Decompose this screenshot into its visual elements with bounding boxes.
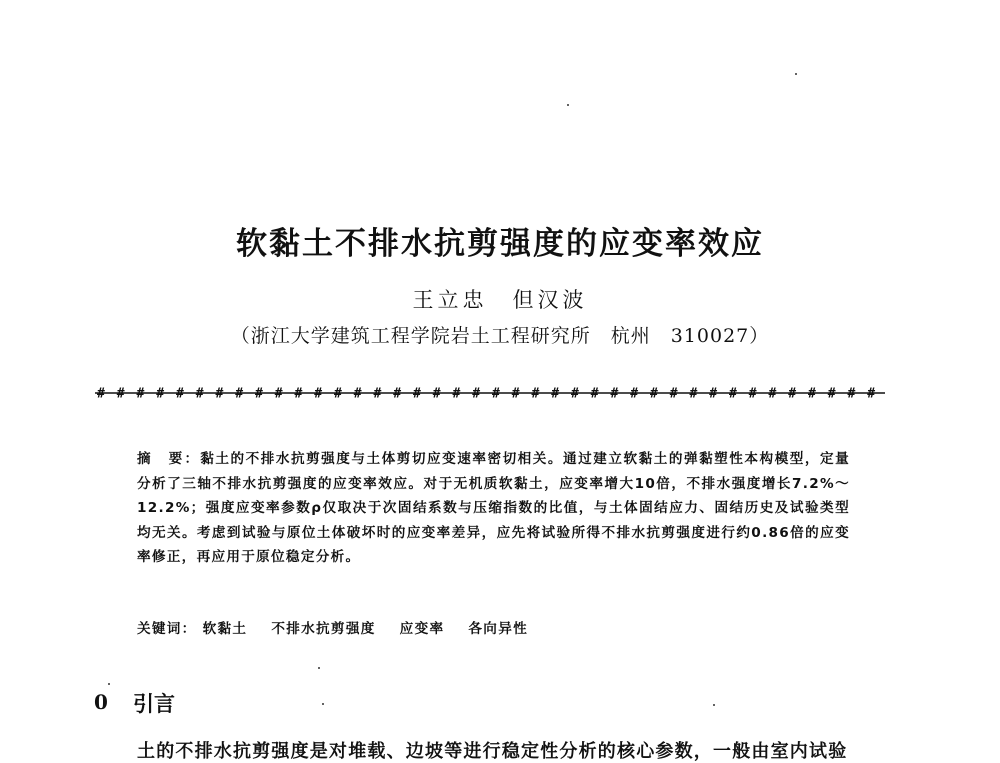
abstract-text: 黏土的不排水抗剪强度与土体剪切应变速率密切相关。通过建立软黏土的弹黏塑性本构模型，定量分析了三轴不排水抗剪强度的应变率效应。对于无机质软黏土，应变率增大10倍，不排水强度增长7.2%～12.2%；强度应变率参数ρ仅取决于次固结系数与压缩指数的比值，与土体固结应力、固结历史及试验类型均无关。考虑到试验与原位土体破坏时的应变率差异，应先将试验所得不排水抗剪强度进行约0.86倍的应变率修正，再应用于原位稳定分析。 [137, 451, 850, 566]
scan-speck [322, 703, 324, 705]
separator-rule [95, 383, 885, 403]
abstract-label: 摘 要： [137, 451, 201, 467]
section-title: 引言 [133, 692, 175, 716]
keyword: 软黏土 [202, 621, 248, 637]
svg-text:##############################: # # # # # # # # # # # # # # # # # # # # # # # # # # # # # # # # # # # # # # # # [97, 386, 876, 402]
paper-title: 软黏土不排水抗剪强度的应变率效应 [236, 226, 764, 262]
scan-speck [108, 683, 110, 685]
author-list: 王立忠 但汉波 [412, 288, 588, 312]
scan-speck [567, 104, 569, 106]
scan-speck [318, 667, 320, 669]
keywords [137, 617, 850, 637]
scan-speck [795, 73, 797, 75]
body-paragraph: 土的不排水抗剪强度是对堆载、边坡等进行稳定性分析的核心参数，一般由室内试验 [137, 741, 848, 762]
scan-speck [713, 704, 715, 706]
keyword: 各向异性 [468, 621, 528, 637]
keywords-label: 关键词： [137, 621, 197, 637]
keyword: 不排水抗剪强度 [271, 621, 376, 637]
keyword: 应变率 [399, 621, 445, 637]
affiliation: （浙江大学建筑工程学院岩土工程研究所 杭州 310027） [230, 325, 770, 347]
section-number: 0 [94, 690, 108, 714]
abstract [137, 447, 850, 570]
